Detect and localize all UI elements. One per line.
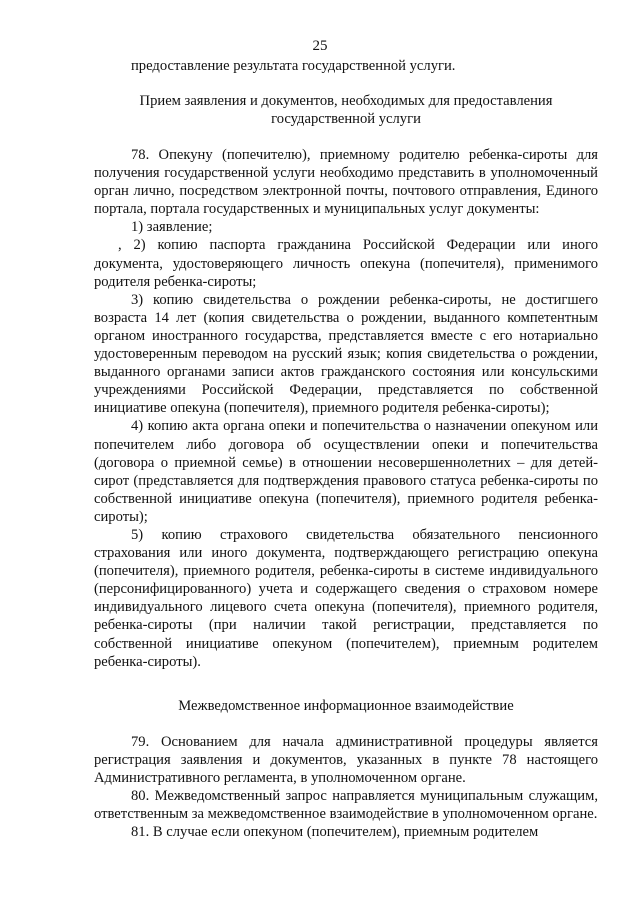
paragraph-81: 81. В случае если опекуном (попечителем), приемным родителем [131, 824, 539, 841]
list-item-3: 3) копию свидетельства о рождении ребенка-сироты, не достигшего возраста 14 лет (копия свидетельства о рождении, выданного компетентным органом иностранного государства, представляется вместе с его нотариально удостоверенным переводом на русский язык; копия свидетельства о рождении, выданного органами записи актов гражданского состояния или консульскими учреждениями Российской Федерации, представляется по собственной инициативе опекуна (попечителя), приемного родителя ребенка-сироты); [94, 291, 598, 417]
paragraph-79: 79. Основанием для начала административной процедуры является регистрация заявления и документов, указанных в пункте 78 настоящего Административного регламента, в уполномоченном органе. [94, 734, 598, 787]
continuation-paragraph: предоставление результата государственной услуги. [131, 58, 456, 74]
section-heading-line1: Прием заявления и документов, необходимых для предоставления [139, 93, 553, 109]
section-heading-reception [94, 92, 598, 128]
paragraph-80: 80. Межведомственный запрос направляется муниципальным служащим, ответственным за межведомственное взаимодействие в уполномоченном органе. [94, 788, 598, 823]
list-item-2: , 2) копию паспорта гражданина Российской Федерации или иного документа, удостоверяющего личность опекуна (попечителя), применимого родителя ребенка-сироты; [94, 237, 598, 290]
section-body-interaction [94, 733, 598, 842]
section-heading-interaction-title: Межведомственное информационное взаимодействие [178, 698, 514, 714]
list-item-4: 4) копию акта органа опеки и попечительства о назначении опекуном или попечителем либо договора об осуществлении опеки и попечительства (договора о приемной семье) в отношении несовершеннолетних – для детей-сирот (представляется для подтверждения правового статуса ребенка-сироты по собственной инициативе опекуна (попечителя), приемного родителя ребенка-сироты); [94, 418, 598, 525]
page-number: 25 [312, 38, 328, 54]
list-item-5: 5) копию страхового свидетельства обязательного пенсионного страхования или иного документа, подтверждающего регистрацию опекуна (попечителя), приемного родителя, ребенка-сироты в системе индивидуального (персонифицированного) учета и содержащего сведения о страховом номере индивидуального лицевого счета опекуна (попечителя), приемного родителя, ребенка-сироты (при наличии такой регистрации, представляется по собственной инициативе опекуном (попечителем), приемным родителем ребенка-сироты). [94, 526, 598, 670]
continuation-text [94, 57, 598, 75]
section-heading-line2: государственной услуги [271, 111, 421, 128]
list-item-1: 1) заявление; [131, 219, 213, 236]
paragraph-78: 78. Опекуну (попечителю), приемному родителю ребенка-сироты для получения государственной услуги необходимо представить в уполномоченный орган лично, посредством электронной почты, почтового отправления, Единого портала, портала государственных и муниципальных услуг документы: [94, 147, 598, 218]
section-heading-interaction [94, 697, 598, 715]
section-body-reception [94, 146, 598, 671]
